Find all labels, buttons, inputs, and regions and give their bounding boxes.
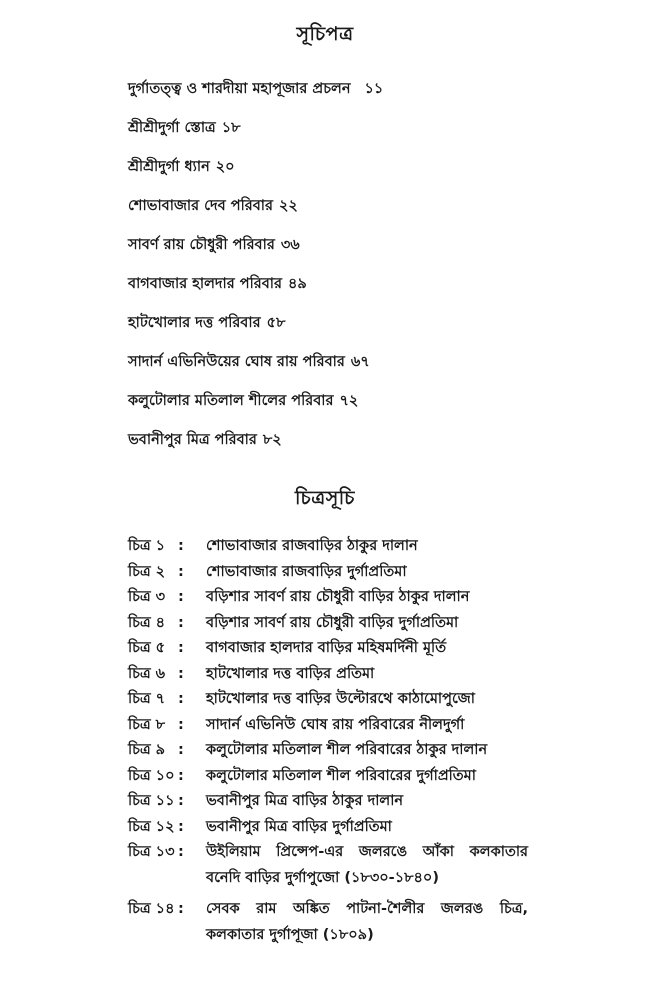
- toc-entry: [128, 273, 383, 312]
- figure-entry: [128, 815, 528, 841]
- figure-colon: :: [178, 640, 184, 656]
- figure-caption-line: বনেদি বাড়ির দুর্গাপুজো (১৮৩০-১৮৪০): [206, 869, 439, 886]
- figure-colon: :: [178, 665, 184, 682]
- figure-label: চিত্র ৫: [128, 640, 166, 656]
- toc-entry-page: ২০: [215, 159, 235, 175]
- figure-caption: [206, 534, 528, 560]
- figure-entry: [128, 840, 528, 891]
- toc-entry: [128, 156, 383, 195]
- figure-caption: [206, 815, 528, 841]
- toc-entry-title: বাগবাজার হালদার পরিবার: [128, 276, 282, 292]
- toc-entry-page: ৭২: [339, 393, 359, 409]
- figure-label: চিত্র ৮: [128, 716, 166, 733]
- figure-entry: [128, 636, 528, 662]
- figure-caption-line: ভবানীপুর মিত্র বাড়ির দুর্গাপ্রতিমা: [206, 818, 392, 835]
- figure-caption-line: বড়িশার সাবর্ণ রায় চৌধুরী বাড়ির দুর্গাপ্রতিমা: [206, 614, 459, 631]
- figure-label: চিত্র ১: [128, 538, 166, 554]
- figure-entry: [128, 611, 528, 637]
- figure-label: চিত্র ৩: [128, 589, 166, 605]
- figure-entry: [128, 897, 528, 948]
- figure-colon: :: [178, 563, 184, 580]
- figure-entry: [128, 534, 528, 560]
- figure-entry: [128, 764, 528, 790]
- toc-entry-title: কলুটোলার মতিলাল শীলের পরিবার: [128, 393, 334, 409]
- toc-entry-title: সাবর্ণ রায় চৌধুরী পরিবার: [128, 237, 275, 253]
- figure-label: চিত্র ৯: [128, 742, 166, 758]
- figure-caption: [206, 738, 528, 764]
- toc-heading: সূচিপত্র: [296, 23, 354, 45]
- figure-entry: [128, 687, 528, 713]
- figure-caption-line: ভবানীপুর মিত্র বাড়ির ঠাকুর দালান: [206, 793, 404, 809]
- figure-caption-line: উইলিয়াম প্রিন্সেপ-এর জলরঙে আঁকা কলকাতার: [206, 844, 528, 860]
- figure-caption-line: সাদার্ন এভিনিউ ঘোষ রায় পরিবারের নীলদুর্গা: [206, 716, 465, 733]
- figure-colon: :: [178, 742, 184, 758]
- toc-entry-title: শ্রীশ্রীদুর্গা ধ্যান: [128, 159, 210, 175]
- figure-caption: [206, 662, 528, 688]
- figure-label: চিত্র ৪: [128, 614, 166, 631]
- toc-entry-page: ৪৯: [287, 276, 307, 292]
- figure-colon: :: [178, 818, 184, 835]
- figure-colon: :: [178, 767, 184, 784]
- figure-caption: [206, 560, 528, 586]
- figure-caption-line: সেবক রাম অঙ্কিত পাটনা-শৈলীর জলরঙ চিত্র,: [206, 901, 528, 917]
- toc-entry: [128, 312, 383, 351]
- toc-entry: [128, 429, 383, 468]
- figure-label: চিত্র ১১: [128, 793, 175, 809]
- figure-label: চিত্র ৬: [128, 665, 166, 682]
- toc-entry-title: ভবানীপুর মিত্র পরিবার: [128, 432, 257, 448]
- figure-colon: :: [178, 589, 184, 605]
- toc-entry-page: ৮২: [262, 432, 282, 448]
- toc-entry: [128, 351, 383, 390]
- figure-label: চিত্র ১২: [128, 818, 175, 835]
- figure-caption: [206, 897, 528, 948]
- figure-caption: [206, 713, 528, 739]
- toc-entry-title: শ্রীশ্রীদুর্গা স্তোত্র: [128, 120, 216, 136]
- toc-entry-page: ২২: [279, 198, 298, 214]
- figures-heading: চিত্রসূচি: [295, 487, 355, 509]
- figure-colon: :: [178, 716, 184, 733]
- figure-colon: :: [178, 614, 184, 631]
- figure-caption: [206, 840, 528, 891]
- figure-entry: [128, 789, 528, 815]
- figure-caption-line: শোভাবাজার রাজবাড়ির ঠাকুর দালান: [206, 538, 418, 554]
- figure-colon: :: [178, 538, 184, 554]
- figure-entry: [128, 713, 528, 739]
- toc-entry-page: ৬৭: [350, 354, 370, 370]
- toc-entry: [128, 117, 383, 156]
- figure-caption-line: শোভাবাজার রাজবাড়ির দুর্গাপ্রতিমা: [206, 563, 407, 580]
- figure-caption-line: হাটখোলার দত্ত বাড়ির উল্টোরথে কাঠামোপুজো: [206, 691, 475, 707]
- toc-entry-page: ৫৮: [266, 315, 286, 331]
- figure-label: চিত্র ৭: [128, 691, 166, 707]
- figure-caption: [206, 687, 528, 713]
- figure-label: চিত্র ১৪: [128, 901, 175, 917]
- figure-colon: :: [178, 793, 184, 809]
- toc-entry-title: দুর্গাতত্ত্ব ও শারদীয়া মহাপূজার প্রচলন: [128, 81, 351, 97]
- toc-entry: [128, 390, 383, 429]
- figure-caption-line: বাগবাজার হালদার বাড়ির মহিষমর্দিনী মূর্তি: [206, 640, 447, 656]
- figure-caption-line: বড়িশার সাবর্ণ রায় চৌধুরী বাড়ির ঠাকুর দালান: [206, 589, 470, 605]
- figure-label: চিত্র ১০: [128, 767, 175, 784]
- figure-caption: [206, 611, 528, 637]
- figure-colon: :: [178, 691, 184, 707]
- toc-entry: [128, 195, 383, 234]
- figure-entry: [128, 662, 528, 688]
- toc-list: [128, 78, 383, 468]
- toc-entry-page: ১৮: [221, 120, 241, 136]
- toc-entry: [128, 234, 383, 273]
- figure-caption-line: কলুটোলার মতিলাল শীল পরিবারের দুর্গাপ্রতিমা: [206, 767, 476, 784]
- figure-colon: :: [178, 901, 184, 917]
- figure-label: চিত্র ২: [128, 563, 166, 580]
- figure-list: [128, 534, 528, 954]
- figure-entry: [128, 738, 528, 764]
- toc-entry-page: ৩৬: [280, 237, 300, 253]
- figure-colon: :: [178, 844, 184, 860]
- toc-entry-page: ১১: [364, 81, 384, 97]
- figure-caption: [206, 636, 528, 662]
- figure-caption-line: হাটখোলার দত্ত বাড়ির প্রতিমা: [206, 665, 375, 682]
- figure-caption: [206, 585, 528, 611]
- figure-caption-line: কলকাতার দুর্গাপূজা (১৮০৯): [206, 926, 374, 943]
- toc-entry-title: হাটখোলার দত্ত পরিবার: [128, 315, 261, 331]
- figure-caption: [206, 789, 528, 815]
- figure-label: চিত্র ১৩: [128, 844, 175, 860]
- figure-entry: [128, 560, 528, 586]
- figure-caption: [206, 764, 528, 790]
- figure-caption-line: কলুটোলার মতিলাল শীল পরিবারের ঠাকুর দালান: [206, 742, 488, 758]
- toc-entry-title: শোভাবাজার দেব পরিবার: [128, 198, 273, 214]
- toc-entry: [128, 78, 383, 117]
- figure-entry: [128, 585, 528, 611]
- toc-entry-title: সাদার্ন এভিনিউয়ের ঘোষ রায় পরিবার: [128, 354, 345, 370]
